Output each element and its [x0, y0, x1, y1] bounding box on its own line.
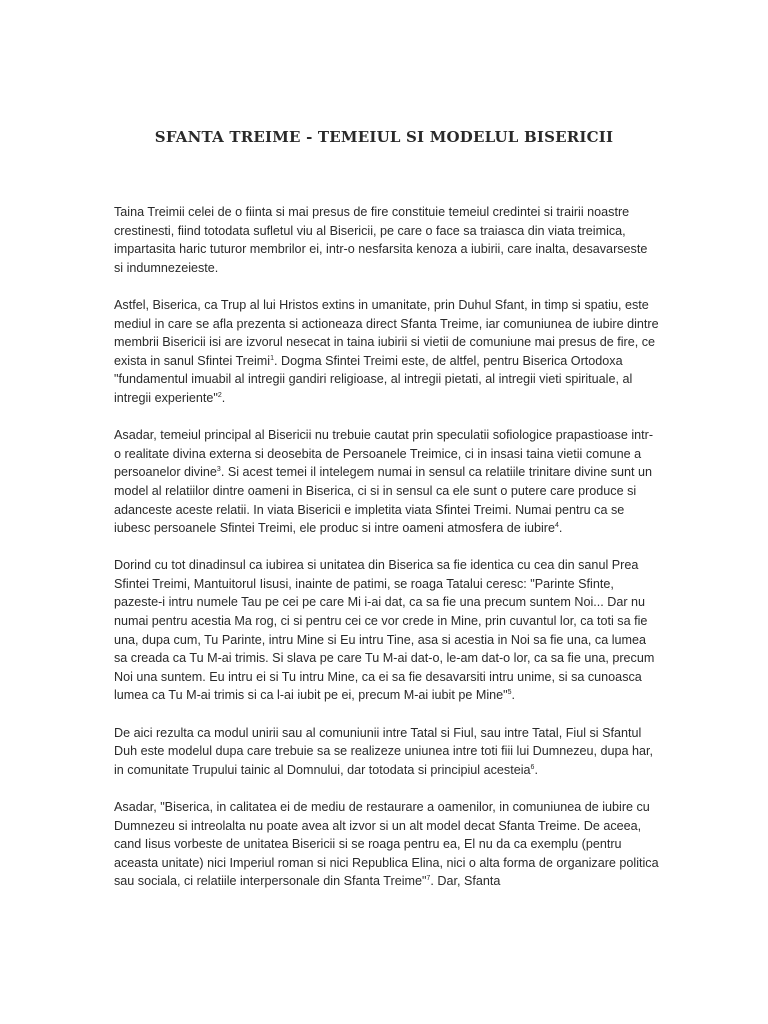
paragraph-text: Asadar, temeiul principal al Bisericii nu trebuie cautat prin speculatii sofiologice prapastioase intr-o realitate divina externa si deosebita de Persoanele Treimice, ci in insasi taina vietii comune a persoanelor divine — [114, 428, 654, 480]
footnote-ref: 5 — [507, 689, 512, 697]
paragraph-text: . — [221, 390, 226, 405]
paragraph-text: De aici rezulta ca modul unirii sau al comuniunii intre Tatal si Fiul, sau intre Tatal, Fiul si Sfantul Duh este modelul dupa care trebuie sa se realizeze uniunea intre toti fiii lui Dumnezeu, dupa har, in comunitate Trupului tainic al Domnului, dar totodata si principiul acesteia — [114, 725, 654, 777]
paragraph-4 — [114, 556, 659, 705]
paragraph-text: . — [558, 521, 563, 536]
footnote-ref: 4 — [555, 522, 559, 530]
paragraph-1 — [114, 203, 659, 277]
footnote-ref: 1 — [270, 354, 274, 362]
paragraph-6 — [114, 798, 659, 891]
paragraph-text: . — [534, 762, 538, 777]
document-body — [114, 203, 659, 910]
paragraph-5 — [114, 724, 659, 780]
paragraph-text: Dorind cu tot dinadinsul ca iubirea si unitatea din Biserica sa fie identica cu cea din sanul Prea Sfintei Treimi, Mantuitorul Iisusi, inainte de patimi, se roaga Tatalui ceresc: "Parinte Sfinte, pazeste-i intru numele Tau pe cei pe care Mi i-ai dat, ca sa fie una precum suntem Noi... Dar nu numai pentru acestia Ma rog, ci si pentru cei ce vor crede in Mine, prin cuvantul lor, ca toti sa fie una, dupa cum, Tu Parinte, intru Mine si Eu intru Tine, asa si acestia in Noi sa fie una, ca lumea sa creada ca Tu M-ai trimis. Si slava pe care Tu M-ai dat-o, le-am dat-o lor, ca sa fie una, precum Noi una suntem. Eu intru ei si Tu intru Mine, ca ei sa fie desavarsiti intru unime, si sa cunoasca lumea ca Tu M-ai trimis si ca l-ai iubit pe ei, precum M-ai iubit pe Mine" — [114, 558, 655, 703]
footnote-ref: 7 — [426, 875, 431, 883]
paragraph-text: . Si acest temei il intelegem numai in sensul ca relatiile trinitare divine sunt un model al relatiilor dintre oameni in Biserica, ci si in sensul ca ele sunt o putere care produce si adanceste aceste relatii. In viata Bisericii e impletita viata Sfintei Treimi. Numai pentru ca se iubesc persoanele Sfintei Treimi, ele produc si intre oameni atmosfera de iubire — [114, 465, 653, 536]
document-title: SFANTA TREIME - TEMEIUL SI MODELUL BISERICII — [154, 128, 614, 146]
paragraph-3 — [114, 426, 659, 538]
paragraph-2 — [114, 296, 659, 408]
footnote-ref: 2 — [217, 391, 222, 399]
paragraph-text: . Dar, Sfanta — [430, 874, 501, 889]
paragraph-text: . — [511, 688, 516, 703]
footnote-ref: 6 — [530, 763, 535, 771]
paragraph-text: Asadar, "Biserica, in calitatea ei de mediu de restaurare a oamenilor, in comuniunea de iubire cu Dumnezeu si intreolalta nu poate avea alt izvor si un alt model decat Sfanta Treime. De aceea, cand Iisus vorbeste de unitatea Bisericii si se roaga pentru ea, El nu da ca exemplu (pentru aceasta unitate) nici Imperiul roman si nici Republica Elina, nici o alta forma de organizare politica sau sociala, ci relatiile interpersonale din Sfanta Treime" — [114, 800, 659, 889]
paragraph-text: Astfel, Biserica, ca Trup al lui Hristos extins in umanitate, prin Duhul Sfant, in timp si spatiu, este mediul in care se afla prezenta si actioneaza direct Sfanta Treime, iar comuniunea de iubire dintre membrii Bisericii isi are izvorul nesecat in taina iubirii si vietii de comuniune mai presus de fire, ce exista in sanul Sfintei Treimi — [114, 297, 659, 368]
paragraph-text: . Dogma Sfintei Treimi este, de altfel, pentru Biserica Ortodoxa "fundamentul imuabil al intregii gandiri religioase, al intregii pietati, al intregii vieti spirituale, al intregii experiente" — [114, 353, 633, 405]
footnote-ref: 3 — [216, 466, 221, 474]
paragraph-text: Taina Treimii celei de o fiinta si mai presus de fire constituie temeiul credintei si trairii noastre crestinesti, fiind totodata sufletul viu al Bisericii, pe care o face sa traiasca din viata treimica, impartasita haric tuturor membrilor ei, intr-o nesfarsita kenoza a iubirii, care inalta, desavarseste si indumnezeieste. — [114, 205, 648, 275]
